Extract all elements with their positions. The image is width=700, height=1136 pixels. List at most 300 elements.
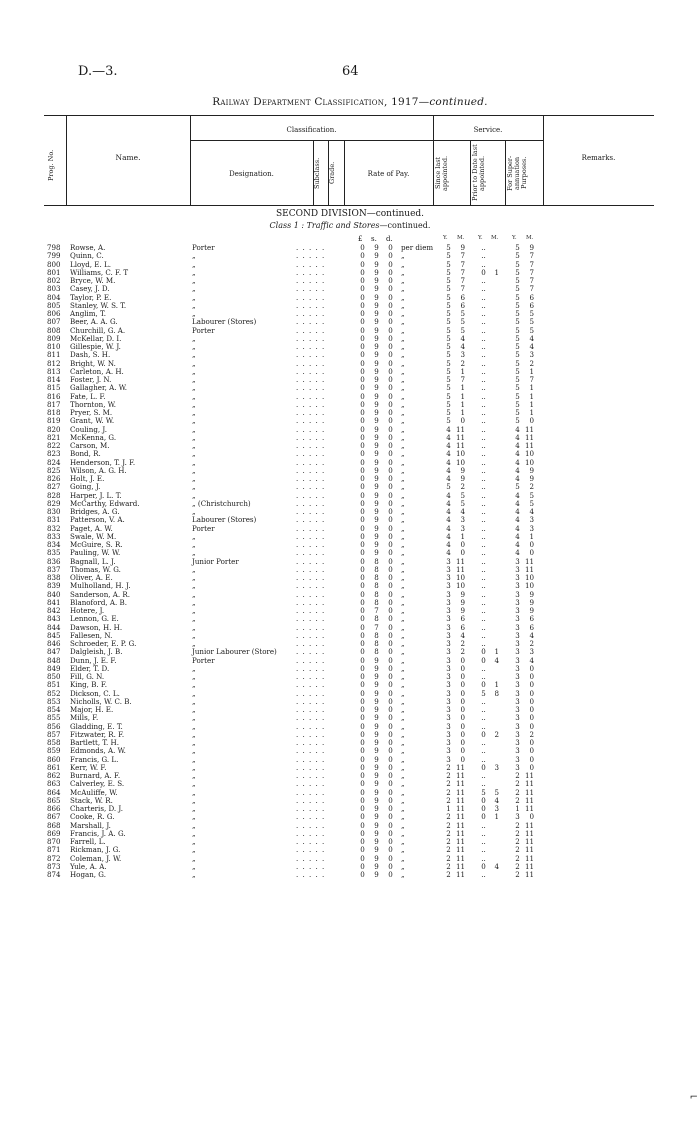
cell-prior-years: 0 xyxy=(481,861,486,871)
cell-prog-no: 812 xyxy=(47,358,61,368)
cell-name: Sanderson, A. R. xyxy=(70,589,131,599)
cell-super-months: 5 xyxy=(529,490,534,500)
cell-pay-period: „ xyxy=(401,498,405,508)
cell-pay-pounds: 0 xyxy=(360,540,365,549)
cell-pay-shillings: 8 xyxy=(374,614,379,624)
cell-pay-pounds: 0 xyxy=(360,358,365,368)
cell-pay-period: „ xyxy=(401,762,405,772)
cell-prior-years: .. xyxy=(481,614,486,624)
cell-designation: „ xyxy=(192,820,196,830)
cell-pay-period: „ xyxy=(401,482,405,492)
cell-prog-no: 868 xyxy=(47,820,61,830)
cell-pay-pence: 0 xyxy=(388,837,393,846)
cell-designation: „ xyxy=(192,589,196,599)
cell-pay-pounds: 0 xyxy=(360,614,365,624)
cell-pay-period: „ xyxy=(401,688,405,698)
cell-super-years: 5 xyxy=(515,383,520,393)
cell-prior-months: 2 xyxy=(494,729,499,739)
cell-name: Foster, J. N. xyxy=(70,375,112,384)
cell-prior-years: .. xyxy=(481,540,486,549)
cell-designation: „ xyxy=(192,251,196,261)
cell-pay-pence: 0 xyxy=(388,441,393,450)
cell-pay-period: „ xyxy=(401,812,405,822)
cell-since-years: 4 xyxy=(446,457,451,467)
cell-pay-period: „ xyxy=(401,342,405,351)
cell-super-years: 3 xyxy=(515,721,520,731)
cell-designation: Labourer (Stores) xyxy=(192,515,257,525)
cell-pay-period: „ xyxy=(401,292,405,302)
cell-designation: „ xyxy=(192,408,196,417)
cell-pay-period: „ xyxy=(401,655,405,665)
cell-prior-months: 1 xyxy=(494,680,499,690)
cell-super-years: 4 xyxy=(515,490,520,500)
cell-prior-years: 5 xyxy=(481,787,486,797)
cell-prior-years: 0 xyxy=(481,812,486,822)
cell-prog-no: 855 xyxy=(47,713,61,723)
cell-pay-pence: 0 xyxy=(388,639,393,648)
cell-prog-no: 843 xyxy=(47,614,61,624)
cell-pay-period: „ xyxy=(401,746,405,756)
cell-pay-pence: 0 xyxy=(388,383,393,393)
cell-pay-period: „ xyxy=(401,713,405,723)
cell-since-years: 3 xyxy=(446,672,451,681)
cell-super-years: 3 xyxy=(515,663,520,673)
cell-super-years: 5 xyxy=(515,366,520,376)
cell-since-months: 9 xyxy=(460,474,465,483)
cell-pay-pounds: 0 xyxy=(360,457,365,467)
cell-prog-no: 799 xyxy=(47,251,61,261)
cell-since-years: 3 xyxy=(446,647,451,657)
cell-pay-pence: 0 xyxy=(388,259,393,269)
cell-since-months: 4 xyxy=(460,507,465,516)
cell-super-years: 2 xyxy=(515,820,520,830)
header-prior: Prior to Date last appointed. xyxy=(471,144,486,202)
cell-designation: „ xyxy=(192,424,196,434)
cell-since-years: 5 xyxy=(446,342,451,351)
cell-name: Fitzwater, R. F. xyxy=(70,729,125,739)
header-prog-no: Prog. No. xyxy=(47,149,55,181)
cell-prior-years: .. xyxy=(481,243,486,252)
cell-name: Dunn, J. E. F. xyxy=(70,655,117,665)
cell-prog-no: 846 xyxy=(47,639,61,648)
cell-prior-years: .. xyxy=(481,746,486,756)
leader-dots: . . . . . xyxy=(296,680,326,690)
cell-pay-pounds: 0 xyxy=(360,408,365,417)
cell-name: Kerr, W. F. xyxy=(70,762,107,772)
leader-dots: . . . . . xyxy=(296,317,326,327)
cell-pay-shillings: 9 xyxy=(374,845,379,855)
cell-super-years: 3 xyxy=(515,729,520,739)
cell-prior-years: .. xyxy=(481,325,486,335)
cell-super-months: 0 xyxy=(529,672,534,681)
cell-pay-shillings: 9 xyxy=(374,713,379,723)
cell-pay-shillings: 7 xyxy=(374,606,379,615)
cell-pay-period: „ xyxy=(401,366,405,376)
cell-pay-period: „ xyxy=(401,837,405,846)
cell-pay-period: „ xyxy=(401,721,405,731)
cell-prog-no: 821 xyxy=(47,432,61,442)
cell-since-months: 5 xyxy=(460,325,465,335)
cell-designation: „ xyxy=(192,853,196,863)
cell-pay-shillings: 9 xyxy=(374,507,379,516)
cell-pay-shillings: 9 xyxy=(374,449,379,459)
cell-since-months: 7 xyxy=(460,276,465,285)
cell-pay-pounds: 0 xyxy=(360,630,365,640)
margin-mark: ⌐ xyxy=(689,1092,698,1103)
cell-pay-pounds: 0 xyxy=(360,845,365,855)
cell-pay-pounds: 0 xyxy=(360,432,365,442)
cell-since-months: 0 xyxy=(460,729,465,739)
cell-pay-period: „ xyxy=(401,564,405,574)
cell-pay-pence: 0 xyxy=(388,276,393,285)
cell-pay-pence: 0 xyxy=(388,853,393,863)
cell-since-months: 1 xyxy=(460,531,465,541)
cell-prog-no: 866 xyxy=(47,804,61,813)
cell-pay-pence: 0 xyxy=(388,523,393,533)
cell-since-years: 4 xyxy=(446,441,451,450)
cell-pay-pence: 0 xyxy=(388,581,393,591)
cell-designation: „ xyxy=(192,573,196,582)
cell-pay-pounds: 0 xyxy=(360,837,365,846)
cell-pay-pence: 0 xyxy=(388,309,393,318)
cell-super-months: 0 xyxy=(529,713,534,723)
table-row xyxy=(0,475,700,483)
cell-super-years: 2 xyxy=(515,795,520,805)
cell-pay-period: „ xyxy=(401,870,405,879)
cell-pay-pence: 0 xyxy=(388,754,393,764)
cell-prog-no: 871 xyxy=(47,845,61,855)
cell-pay-period: „ xyxy=(401,284,405,294)
table-header-bottom-rule xyxy=(44,205,654,206)
cell-since-months: 9 xyxy=(460,606,465,615)
leader-dots: . . . . . xyxy=(296,853,326,863)
cell-name: Pauling, W. W. xyxy=(70,548,121,558)
cell-prog-no: 805 xyxy=(47,300,61,310)
leader-dots: . . . . . xyxy=(296,573,326,582)
cell-pay-pence: 0 xyxy=(388,540,393,549)
cell-since-years: 3 xyxy=(446,696,451,706)
cell-prior-months: 4 xyxy=(494,861,499,871)
cell-super-years: 3 xyxy=(515,746,520,756)
cell-prog-no: 844 xyxy=(47,622,61,632)
cell-pay-period: „ xyxy=(401,696,405,706)
cell-designation: „ xyxy=(192,531,196,541)
cell-prog-no: 814 xyxy=(47,375,61,384)
cell-prog-no: 836 xyxy=(47,556,61,566)
cell-since-years: 3 xyxy=(446,754,451,764)
cell-prior-years: .. xyxy=(481,317,486,327)
cell-since-months: 5 xyxy=(460,317,465,327)
cell-designation: „ xyxy=(192,606,196,615)
cell-since-years: 4 xyxy=(446,540,451,549)
cell-prog-no: 832 xyxy=(47,523,61,533)
leader-dots: . . . . . xyxy=(296,300,326,310)
cell-pay-pence: 0 xyxy=(388,416,393,426)
cell-pay-shillings: 9 xyxy=(374,284,379,294)
cell-super-months: 7 xyxy=(529,276,534,285)
cell-pay-pence: 0 xyxy=(388,424,393,434)
cell-super-years: 3 xyxy=(515,606,520,615)
cell-prog-no: 802 xyxy=(47,276,61,285)
cell-pay-period: „ xyxy=(401,663,405,673)
cell-super-months: 1 xyxy=(529,366,534,376)
cell-pay-pounds: 0 xyxy=(360,449,365,459)
header-classification: Classification. xyxy=(286,126,337,134)
cell-pay-pence: 0 xyxy=(388,482,393,492)
cell-since-years: 5 xyxy=(446,251,451,261)
leader-dots: . . . . . xyxy=(296,729,326,739)
cell-prior-years: .. xyxy=(481,457,486,467)
cell-pay-shillings: 9 xyxy=(374,358,379,368)
cell-pay-pounds: 0 xyxy=(360,276,365,285)
cell-super-months: 11 xyxy=(524,424,534,434)
cell-pay-pence: 0 xyxy=(388,358,393,368)
cell-super-years: 3 xyxy=(515,630,520,640)
cell-pay-shillings: 9 xyxy=(374,424,379,434)
cell-super-months: 2 xyxy=(529,482,534,492)
cell-since-years: 3 xyxy=(446,630,451,640)
leader-dots: . . . . . xyxy=(296,820,326,830)
cell-pay-shillings: 8 xyxy=(374,581,379,591)
cell-since-months: 4 xyxy=(460,342,465,351)
cell-prog-no: 848 xyxy=(47,655,61,665)
cell-prior-years: .. xyxy=(481,507,486,516)
cell-prior-years: .. xyxy=(481,490,486,500)
cell-prior-years: .. xyxy=(481,738,486,747)
cell-since-months: 11 xyxy=(455,779,465,789)
cell-since-months: 11 xyxy=(455,828,465,838)
cell-super-months: 0 xyxy=(529,705,534,714)
cell-super-months: 11 xyxy=(524,837,534,846)
cell-pay-period: „ xyxy=(401,515,405,525)
cell-prior-years: .. xyxy=(481,333,486,343)
cell-designation: „ xyxy=(192,259,196,269)
cell-prog-no: 819 xyxy=(47,416,61,426)
cell-designation: „ xyxy=(192,416,196,426)
cell-super-months: 5 xyxy=(529,317,534,327)
header-rate-of-pay: Rate of Pay. xyxy=(367,170,410,178)
cell-pay-pence: 0 xyxy=(388,614,393,624)
cell-super-months: 11 xyxy=(524,795,534,805)
cell-prior-years: .. xyxy=(481,259,486,269)
cell-since-years: 5 xyxy=(446,358,451,368)
cell-name: Beer, A. A. G. xyxy=(70,317,118,327)
cell-pay-period: „ xyxy=(401,754,405,764)
cell-designation: „ xyxy=(192,399,196,409)
cell-pay-pounds: 0 xyxy=(360,771,365,780)
cell-since-years: 5 xyxy=(446,366,451,376)
table-row xyxy=(0,599,700,607)
cell-pay-shillings: 9 xyxy=(374,721,379,731)
table-top-rule xyxy=(44,115,654,116)
table-row xyxy=(0,665,700,673)
cell-since-months: 11 xyxy=(455,795,465,805)
cell-prior-years: .. xyxy=(481,342,486,351)
cell-super-years: 2 xyxy=(515,861,520,871)
cell-pay-shillings: 9 xyxy=(374,804,379,813)
cell-pay-shillings: 9 xyxy=(374,383,379,393)
cell-since-months: 11 xyxy=(455,556,465,566)
cell-designation: „ xyxy=(192,713,196,723)
cell-pay-pounds: 0 xyxy=(360,342,365,351)
cell-super-months: 11 xyxy=(524,870,534,879)
cell-since-years: 3 xyxy=(446,663,451,673)
cell-since-years: 5 xyxy=(446,276,451,285)
cell-since-years: 3 xyxy=(446,705,451,714)
cell-pay-pence: 0 xyxy=(388,490,393,500)
cell-since-years: 5 xyxy=(446,292,451,302)
cell-pay-pence: 0 xyxy=(388,284,393,294)
cell-prior-years: .. xyxy=(481,713,486,723)
cell-since-years: 3 xyxy=(446,746,451,756)
cell-prior-years: .. xyxy=(481,754,486,764)
table-row xyxy=(0,442,700,450)
cell-prog-no: 801 xyxy=(47,267,61,277)
cell-name: Lloyd, E. L. xyxy=(70,259,111,269)
cell-name: Farrell, L. xyxy=(70,837,106,846)
class-heading xyxy=(0,221,700,230)
cell-pay-period: „ xyxy=(401,556,405,566)
cell-since-months: 7 xyxy=(460,251,465,261)
cell-prog-no: 861 xyxy=(47,762,61,772)
cell-super-months: 9 xyxy=(529,597,534,607)
cell-designation: „ xyxy=(192,465,196,475)
cell-name: Carleton, A. H. xyxy=(70,366,124,376)
leader-dots: . . . . . xyxy=(296,828,326,838)
unit-years-prior: Y. xyxy=(478,235,483,241)
cell-super-months: 0 xyxy=(529,680,534,690)
cell-since-months: 6 xyxy=(460,292,465,302)
cell-since-months: 0 xyxy=(460,416,465,426)
cell-super-months: 2 xyxy=(529,729,534,739)
cell-name: Dalgleish, J. B. xyxy=(70,647,123,657)
cell-pay-pounds: 0 xyxy=(360,490,365,500)
cell-super-months: 4 xyxy=(529,342,534,351)
cell-prog-no: 837 xyxy=(47,564,61,574)
cell-pay-pounds: 0 xyxy=(360,853,365,863)
cell-super-years: 3 xyxy=(515,589,520,599)
cell-pay-pence: 0 xyxy=(388,713,393,723)
cell-super-years: 3 xyxy=(515,672,520,681)
cell-pay-pence: 0 xyxy=(388,391,393,401)
cell-super-months: 1 xyxy=(529,391,534,401)
cell-prior-months: 1 xyxy=(494,812,499,822)
cell-name: Fill, G. N. xyxy=(70,672,105,681)
cell-designation: „ xyxy=(192,449,196,459)
cell-since-years: 2 xyxy=(446,795,451,805)
cell-prior-months: 5 xyxy=(494,787,499,797)
cell-since-months: 3 xyxy=(460,350,465,360)
cell-pay-pounds: 0 xyxy=(360,317,365,327)
cell-pay-shillings: 9 xyxy=(374,457,379,467)
cell-pay-period: „ xyxy=(401,309,405,318)
cell-pay-shillings: 9 xyxy=(374,441,379,450)
cell-super-years: 4 xyxy=(515,515,520,525)
cell-pay-pence: 0 xyxy=(388,845,393,855)
cell-pay-pounds: 0 xyxy=(360,474,365,483)
leader-dots: . . . . . xyxy=(296,408,326,417)
cell-pay-shillings: 9 xyxy=(374,432,379,442)
cell-name: McCarthy, Edward. xyxy=(70,498,140,508)
cell-super-years: 4 xyxy=(515,449,520,459)
leader-dots: . . . . . xyxy=(296,358,326,368)
cell-designation: „ xyxy=(192,441,196,450)
cell-pay-period: „ xyxy=(401,399,405,409)
leader-dots: . . . . . xyxy=(296,837,326,846)
cell-pay-pence: 0 xyxy=(388,705,393,714)
cell-prog-no: 870 xyxy=(47,837,61,846)
cell-name: Williams, C. F. T xyxy=(70,267,129,277)
cell-prog-no: 811 xyxy=(47,350,61,360)
cell-prior-years: .. xyxy=(481,531,486,541)
cell-pay-shillings: 9 xyxy=(374,366,379,376)
cell-name: Rickman, J. G. xyxy=(70,845,121,855)
cell-designation: „ xyxy=(192,845,196,855)
cell-super-years: 5 xyxy=(515,375,520,384)
leader-dots: . . . . . xyxy=(296,267,326,277)
cell-name: Burnard, A. F. xyxy=(70,771,121,780)
cell-prior-years: .. xyxy=(481,309,486,318)
cell-designation: „ xyxy=(192,292,196,302)
leader-dots: . . . . . xyxy=(296,243,326,252)
cell-name: Grant, W. W. xyxy=(70,416,115,426)
cell-name: Elder, T. D. xyxy=(70,663,110,673)
leader-dots: . . . . . xyxy=(296,630,326,640)
cell-designation: „ xyxy=(192,795,196,805)
cell-since-months: 11 xyxy=(455,441,465,450)
cell-since-years: 4 xyxy=(446,548,451,558)
cell-since-months: 0 xyxy=(460,705,465,714)
cell-since-years: 3 xyxy=(446,738,451,747)
cell-pay-shillings: 9 xyxy=(374,655,379,665)
cell-super-months: 5 xyxy=(529,325,534,335)
cell-name: Wilson, A. G. H. xyxy=(70,465,127,475)
cell-name: Couling, J. xyxy=(70,424,107,434)
cell-name: Bond, R. xyxy=(70,449,101,459)
cell-prog-no: 817 xyxy=(47,399,61,409)
unit-years-super: Y. xyxy=(512,235,517,241)
cell-prior-years: .. xyxy=(481,498,486,508)
cell-pay-period: „ xyxy=(401,531,405,541)
cell-designation: „ xyxy=(192,663,196,673)
cell-name: Hogan, G. xyxy=(70,870,106,879)
cell-prior-years: 0 xyxy=(481,729,486,739)
cell-super-years: 4 xyxy=(515,531,520,541)
cell-name: Thornton, W. xyxy=(70,399,117,409)
cell-pay-pence: 0 xyxy=(388,771,393,780)
cell-name: Mills, F. xyxy=(70,713,99,723)
cell-prior-years: .. xyxy=(481,375,486,384)
cell-pay-period: „ xyxy=(401,622,405,632)
cell-pay-pence: 0 xyxy=(388,762,393,772)
cell-pay-pence: 0 xyxy=(388,573,393,582)
cell-pay-pounds: 0 xyxy=(360,383,365,393)
leader-dots: . . . . . xyxy=(296,688,326,698)
cell-prior-years: 0 xyxy=(481,762,486,772)
cell-designation: Porter xyxy=(192,655,215,665)
cell-super-months: 0 xyxy=(529,696,534,706)
cell-since-months: 1 xyxy=(460,366,465,376)
cell-designation: „ xyxy=(192,333,196,343)
cell-name: Gladding, E. T. xyxy=(70,721,123,731)
cell-pay-shillings: 9 xyxy=(374,771,379,780)
cell-since-months: 9 xyxy=(460,465,465,475)
cell-prog-no: 813 xyxy=(47,366,61,376)
cell-since-months: 7 xyxy=(460,284,465,294)
cell-pay-pounds: 0 xyxy=(360,391,365,401)
cell-pay-shillings: 9 xyxy=(374,540,379,549)
cell-prog-no: 826 xyxy=(47,474,61,483)
